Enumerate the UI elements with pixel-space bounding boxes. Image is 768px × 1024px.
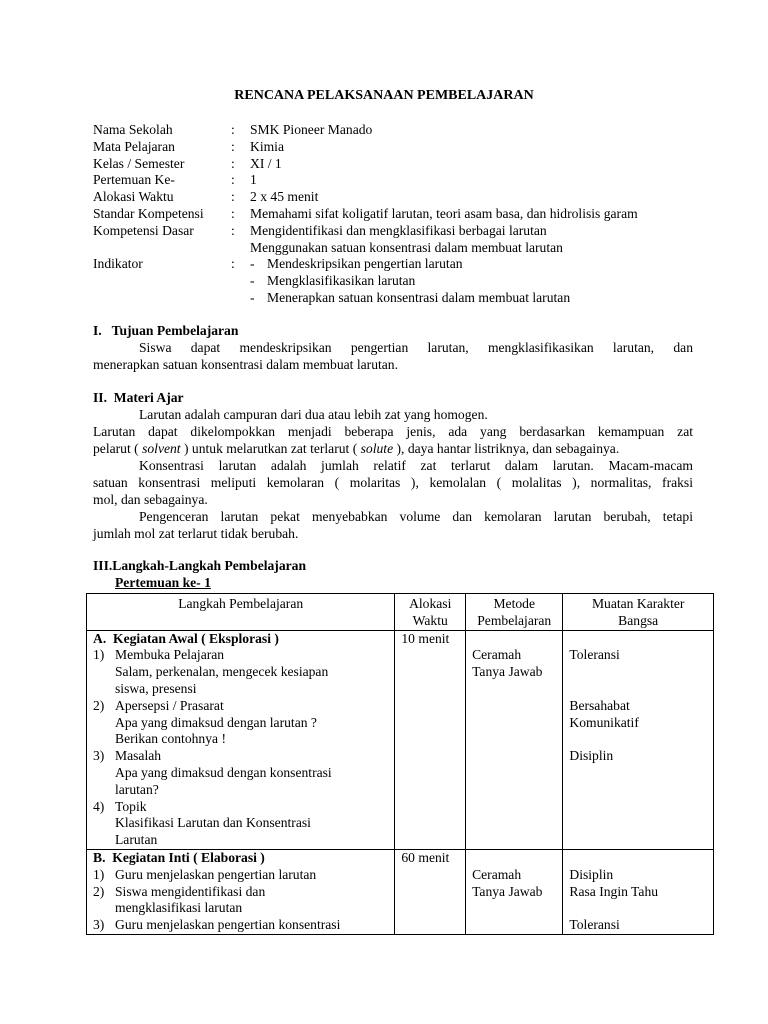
cell-metode <box>466 849 563 934</box>
info-label: Indikator <box>93 256 143 272</box>
method-text: Tanya Jawab <box>472 883 543 899</box>
paragraph-line: Konsentrasi larutan adalah jumlah relatif zat terlarut dalam larutan. Macam-macam <box>139 458 693 473</box>
item-text: Apersepsi / Prasarat <box>115 697 224 713</box>
item-number: 3) <box>93 917 105 933</box>
list-item <box>93 917 394 934</box>
list-item <box>93 647 394 664</box>
info-label: Mata Pelajaran <box>93 138 175 154</box>
character-value: Rasa Ingin Tahu <box>569 883 659 899</box>
info-value: XI / 1 <box>250 155 282 171</box>
section-heading-langkah: III.Langkah-Langkah Pembelajaran <box>93 558 307 573</box>
section-heading-materi: II. Materi Ajar <box>93 390 184 405</box>
character-value: Toleransi <box>569 647 620 663</box>
spacer <box>569 681 713 698</box>
text-fragment-italic: solute <box>360 441 394 456</box>
paragraph-line: Pengenceran larutan pekat menyebabkan volume dan kemolaran larutan berubah, tetapi <box>139 509 693 524</box>
spacer <box>472 850 562 867</box>
item-detail: Klasifikasi Larutan dan Konsentrasi <box>115 815 311 831</box>
time-value: 60 menit <box>401 849 450 865</box>
item-detail: mengklasifikasi larutan <box>115 900 243 916</box>
header-text: Alokasi <box>409 596 452 611</box>
header-text: Muatan Karakter <box>591 596 685 611</box>
item-text: Guru menjelaskan pengertian larutan <box>115 866 317 882</box>
header-muatan <box>563 594 714 631</box>
cell-langkah <box>87 849 395 934</box>
character-value: Disiplin <box>569 866 614 882</box>
item-number: 4) <box>93 798 105 814</box>
item-text: Siswa mengidentifikasi dan <box>115 883 266 899</box>
spacer <box>472 631 562 648</box>
indikator-item: Menerapkan satuan konsentrasi dalam membuat larutan <box>267 289 571 305</box>
info-label: Alokasi Waktu <box>93 189 174 205</box>
info-value: Menggunakan satuan konsentrasi dalam membuat larutan <box>250 239 563 255</box>
info-value: 1 <box>250 172 257 188</box>
cell-metode <box>466 630 563 849</box>
list-item <box>93 698 394 715</box>
item-number: 3) <box>93 748 105 764</box>
spacer <box>569 664 713 681</box>
bullet-dash: - <box>250 289 255 305</box>
method-text: Ceramah <box>472 866 522 882</box>
character-value: Toleransi <box>569 917 620 933</box>
table-row-kegiatan-awal <box>87 630 714 849</box>
table-header-row <box>87 594 714 631</box>
text-fragment: ) untuk melarutkan zat terlarut ( <box>180 441 361 456</box>
method-text: Tanya Jawab <box>472 664 543 680</box>
time-value: 10 menit <box>401 630 450 646</box>
header-text: Pembelajaran <box>477 612 552 628</box>
item-detail: larutan? <box>115 781 159 797</box>
cell-waktu <box>395 849 466 934</box>
item-number: 1) <box>93 647 105 663</box>
info-label: Kelas / Semester <box>93 155 185 171</box>
paragraph-line: menerapkan satuan konsentrasi dalam membuat larutan. <box>93 357 398 372</box>
header-text: Metode <box>493 596 535 611</box>
item-detail: Berikan contohnya ! <box>115 731 226 747</box>
item-detail: Salam, perkenalan, mengecek kesiapan <box>115 664 329 680</box>
character-value: Bersahabat <box>569 697 630 713</box>
info-colon: : <box>231 138 235 154</box>
info-label: Pertemuan Ke- <box>93 172 175 188</box>
info-colon: : <box>231 189 235 205</box>
list-item <box>93 799 394 816</box>
text-fragment: ), daya hantar listriknya, dan sebagainya. <box>393 441 620 456</box>
info-colon: : <box>231 122 235 137</box>
cell-karakter <box>563 630 714 849</box>
section-heading-tujuan: I. Tujuan Pembelajaran <box>93 323 239 338</box>
info-value: 2 x 45 menit <box>250 189 319 205</box>
method-text: Ceramah <box>472 647 522 663</box>
item-detail: Apa yang dimaksud dengan konsentrasi <box>115 764 332 780</box>
learning-steps-table <box>86 593 714 935</box>
header-metode <box>466 594 563 631</box>
info-colon: : <box>231 222 235 238</box>
bullet-dash: - <box>250 256 255 272</box>
bullet-dash: - <box>250 273 255 289</box>
cell-langkah <box>87 630 395 849</box>
item-text: Guru menjelaskan pengertian konsentrasi <box>115 917 341 933</box>
meeting-subheading: Pertemuan ke- 1 <box>115 575 211 590</box>
info-value: SMK Pioneer Manado <box>250 122 373 137</box>
item-detail: siswa, presensi <box>115 680 197 696</box>
item-text: Topik <box>115 798 147 814</box>
text-fragment-italic: solvent <box>142 441 181 456</box>
list-item <box>93 884 394 901</box>
paragraph-line: Larutan dapat dikelompokkan menjadi beberapa jenis, ada yang berdasarkan kemampuan zat <box>93 424 693 439</box>
item-detail: Larutan <box>115 832 158 848</box>
paragraph-line-mixed <box>93 441 693 457</box>
character-value: Disiplin <box>569 748 614 764</box>
paragraph-line: jumlah mol zat terlarut tidak berubah. <box>93 526 299 541</box>
item-detail: Apa yang dimaksud dengan larutan ? <box>115 714 317 730</box>
item-text: Masalah <box>115 748 162 764</box>
activity-title: B. Kegiatan Inti ( Elaborasi ) <box>93 849 265 865</box>
activity-title: A. Kegiatan Awal ( Eksplorasi ) <box>93 630 279 646</box>
info-colon: : <box>231 256 235 272</box>
table-row-kegiatan-inti <box>87 849 714 934</box>
item-number: 2) <box>93 883 105 899</box>
header-langkah <box>87 594 395 631</box>
document-title: RENCANA PELAKSANAAN PEMBELAJARAN <box>234 88 534 103</box>
header-alokasi <box>395 594 466 631</box>
spacer <box>569 900 713 917</box>
spacer <box>569 731 713 748</box>
indikator-item: Mendeskripsikan pengertian larutan <box>267 256 463 272</box>
cell-karakter <box>563 849 714 934</box>
item-text: Membuka Pelajaran <box>115 647 225 663</box>
spacer <box>569 631 713 648</box>
info-label: Nama Sekolah <box>93 122 173 137</box>
paragraph-line: Larutan adalah campuran dari dua atau lebih zat yang homogen. <box>139 407 488 422</box>
list-item <box>93 867 394 884</box>
paragraph-line: Siswa dapat mendeskripsikan pengertian larutan, mengklasifikasikan larutan, dan <box>139 340 693 355</box>
info-value: Kimia <box>250 138 284 154</box>
spacer <box>569 850 713 867</box>
paragraph-line: satuan konsentrasi meliputi kemolaran ( molaritas ), kemolalan ( molalitas ), normalitas, fraksi <box>93 475 693 490</box>
list-item <box>93 748 394 765</box>
character-value: Komunikatif <box>569 714 639 730</box>
paragraph-line: mol, dan sebagainya. <box>93 492 208 507</box>
info-label: Standar Kompetensi <box>93 205 204 221</box>
item-number: 1) <box>93 866 105 882</box>
info-colon: : <box>231 172 235 188</box>
indikator-item: Mengklasifikasikan larutan <box>267 273 416 289</box>
item-number: 2) <box>93 697 105 713</box>
info-colon: : <box>231 205 235 221</box>
info-label: Kompetensi Dasar <box>93 222 194 238</box>
text-fragment: pelarut ( <box>93 441 143 456</box>
info-value: Memahami sifat koligatif larutan, teori asam basa, dan hidrolisis garam <box>250 205 638 221</box>
header-text: Bangsa <box>618 612 659 628</box>
info-value: Mengidentifikasi dan mengklasifikasi berbagai larutan <box>250 222 547 238</box>
header-text: Langkah Pembelajaran <box>178 596 304 611</box>
cell-waktu <box>395 630 466 849</box>
info-colon: : <box>231 155 235 171</box>
header-text: Waktu <box>412 612 448 628</box>
